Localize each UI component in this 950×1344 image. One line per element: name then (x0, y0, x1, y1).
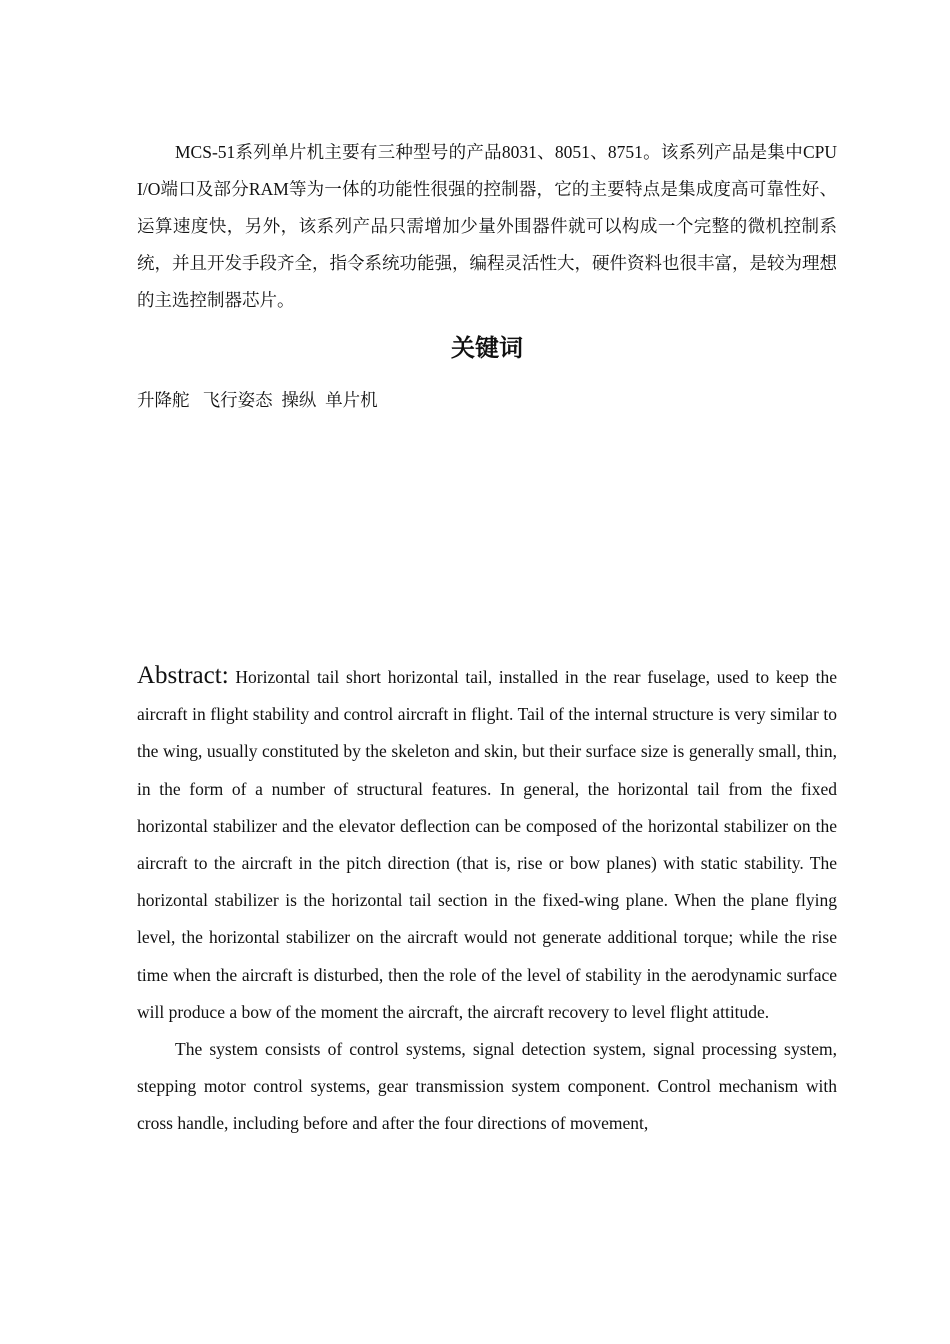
keywords-list: 升降舵 飞行姿态 操纵 单片机 (137, 390, 378, 410)
abstract-paragraph-1 (137, 657, 837, 1031)
keywords-heading: 关键词 (451, 334, 523, 362)
abstract-paragraph-1-text: Horizontal tail short horizontal tail, installed in the rear fuselage, used to keep the aircraft in flight stability and control aircraft in flight. Tail of the internal structure is very similar to the wing, usually constituted by the skeleton and skin, but their surface size is generally small, thin, in the form of a number of structural features. In general, the horizontal tail from the fixed horizontal stabilizer and the elevator deflection can be composed of the horizontal stabilizer on the aircraft to the aircraft in the pitch direction (that is, rise or bow planes) with static stability. The horizontal stabilizer is the horizontal tail section in the fixed-wing plane. When the plane flying level, the horizontal stabilizer on the aircraft would not generate additional torque; while the rise time when the aircraft is disturbed, then the role of the level of stability in the aerodynamic surface will produce a bow of the moment the aircraft, the aircraft recovery to level flight attitude. (137, 667, 837, 1022)
chinese-summary-paragraph: MCS-51系列单片机主要有三种型号的产品8031、8051、8751。该系列产品是集中CPU I/O端口及部分RAM等为一体的功能性很强的控制器，它的主要特点是集成度高可靠性好、运算速度快，另外，该系列产品只需增加少量外围器件就可以构成一个完整的微机控制系统，并且开发手段齐全，指令系统功能强，编程灵活性大，硬件资料也很丰富，是较为理想的主选控制器芯片。 (137, 142, 837, 310)
abstract-paragraph-2: The system consists of control systems, signal detection system, signal processing system, stepping motor control systems, gear transmission system component. Control mechanism with cross handle, including before and after the four directions of movement, (137, 1039, 837, 1134)
abstract-label: Abstract: (137, 662, 229, 689)
abstract-section (137, 657, 837, 1143)
